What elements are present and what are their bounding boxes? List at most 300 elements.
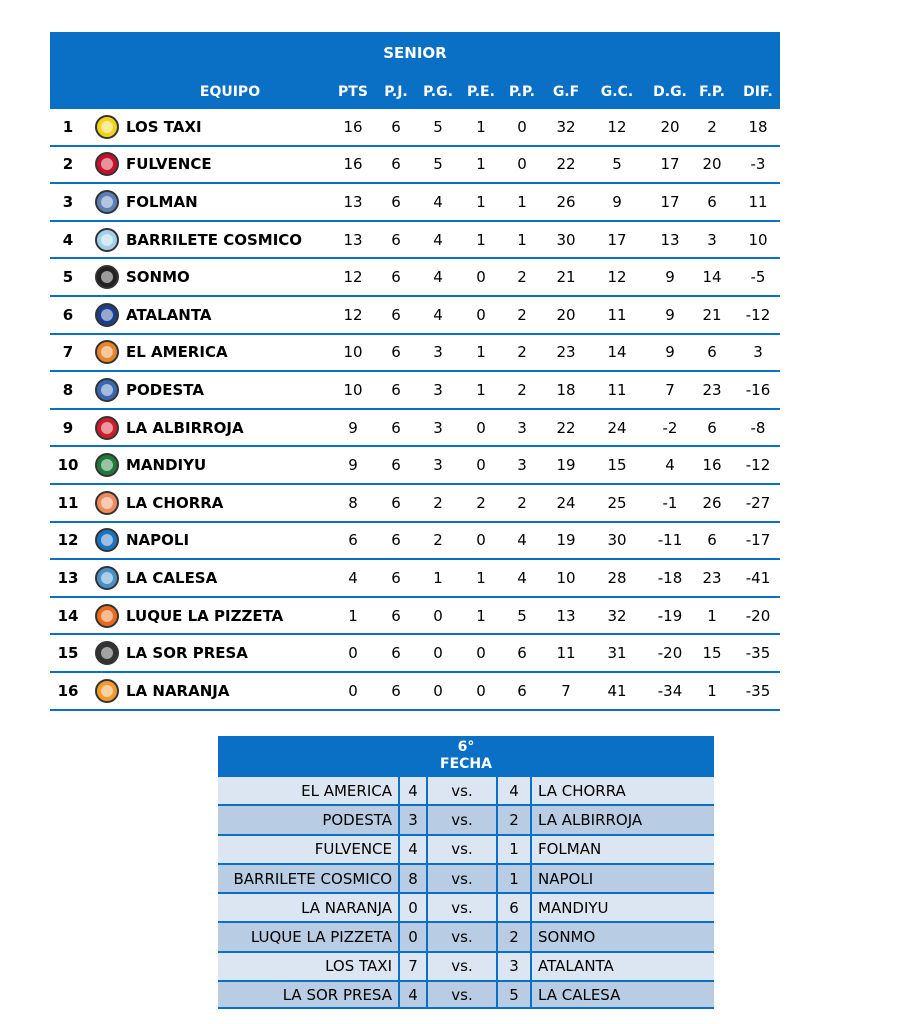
- team-logo-cell: [92, 447, 122, 483]
- cell-gf: 13: [556, 606, 576, 625]
- cell-pos: 16: [57, 681, 79, 700]
- fulvence-crest-icon: [95, 152, 119, 176]
- cell-gf: 22: [556, 418, 576, 437]
- cell-pg: 3: [433, 418, 443, 437]
- cell-team: LA CHORRA: [126, 493, 224, 512]
- cell-gc: 14: [607, 343, 627, 362]
- team-logo-cell: [92, 673, 122, 709]
- team-logo-cell: [92, 259, 122, 295]
- match-away: ATALANTA: [538, 957, 614, 976]
- match-home: LUQUE LA PIZZETA: [218, 923, 400, 950]
- match-vs: vs.: [428, 865, 498, 892]
- cell-pos: 1: [62, 117, 74, 136]
- cell-gc: 41: [607, 681, 627, 700]
- cell-pts: 13: [343, 192, 363, 211]
- cell-dif: -5: [750, 268, 766, 287]
- cell-gf: 24: [556, 493, 576, 512]
- napoli-crest-icon: [95, 528, 119, 552]
- match-row: [218, 834, 714, 863]
- match-away: LA CALESA: [538, 985, 621, 1004]
- cell-pj: 6: [391, 418, 401, 437]
- cell-pos: 15: [57, 644, 79, 663]
- cell-fp: 21: [702, 305, 722, 324]
- cell-pts: 12: [343, 305, 363, 324]
- cell-pg: 2: [433, 531, 443, 550]
- cell-pp: 2: [517, 268, 527, 287]
- match-home: BARRILETE COSMICO: [218, 865, 400, 892]
- cell-fp: 2: [707, 117, 717, 136]
- cell-pts: 1: [348, 606, 358, 625]
- cell-pp: 5: [517, 606, 527, 625]
- match-home: LA SOR PRESA: [218, 982, 400, 1007]
- cell-pg: 2: [433, 493, 443, 512]
- standings-row: [50, 297, 780, 335]
- cell-pp: 3: [517, 418, 527, 437]
- cell-pp: 3: [517, 456, 527, 475]
- cell-pe: 0: [476, 456, 486, 475]
- cell-pe: 1: [476, 380, 486, 399]
- cell-team: ATALANTA: [126, 305, 212, 324]
- cell-fp: 23: [702, 568, 722, 587]
- match-away: NAPOLI: [538, 869, 594, 888]
- cell-pp: 1: [517, 230, 527, 249]
- cell-dg: 20: [660, 117, 680, 136]
- cell-pg: 3: [433, 456, 443, 475]
- cell-pj: 6: [391, 230, 401, 249]
- match-away: SONMO: [538, 928, 596, 947]
- header-pj: P.J.: [384, 84, 408, 100]
- match-home-score: 4: [400, 836, 428, 863]
- cell-dg: 9: [665, 305, 675, 324]
- cell-dg: -11: [657, 531, 683, 550]
- cell-pj: 6: [391, 155, 401, 174]
- standings-row: [50, 410, 780, 448]
- header-pg: P.G.: [423, 84, 453, 100]
- team-logo-cell: [92, 222, 122, 258]
- match-away: LA CHORRA: [538, 781, 626, 800]
- cell-team: FOLMAN: [126, 192, 198, 211]
- match-away: FOLMAN: [538, 840, 602, 859]
- cell-gc: 32: [607, 606, 627, 625]
- cell-dg: 7: [665, 380, 675, 399]
- match-away-score: 5: [498, 982, 532, 1007]
- cell-team: BARRILETE COSMICO: [126, 230, 303, 249]
- cell-dif: -17: [745, 531, 771, 550]
- cell-gc: 28: [607, 568, 627, 587]
- cell-pts: 8: [348, 493, 358, 512]
- cell-dif: -27: [745, 493, 771, 512]
- cell-dg: 9: [665, 268, 675, 287]
- mandiyu-crest-icon: [95, 453, 119, 477]
- match-away-score: 1: [498, 836, 532, 863]
- cell-pg: 0: [433, 606, 443, 625]
- match-home-score: 4: [400, 982, 428, 1007]
- cell-fp: 6: [707, 343, 717, 362]
- cell-pp: 0: [517, 155, 527, 174]
- match-home: FULVENCE: [218, 836, 400, 863]
- team-logo-cell: [92, 523, 122, 559]
- cell-gf: 10: [556, 568, 576, 587]
- fixture-round: 6°: [457, 739, 475, 755]
- cell-dg: 13: [660, 230, 680, 249]
- fixture-table: [218, 736, 714, 1009]
- header-fp: F.P.: [699, 84, 725, 100]
- cell-pts: 0: [348, 644, 358, 663]
- cell-fp: 26: [702, 493, 722, 512]
- cell-pos: 8: [62, 380, 74, 399]
- cell-pj: 6: [391, 568, 401, 587]
- cell-team: LA CALESA: [126, 568, 218, 587]
- cell-dg: 9: [665, 343, 675, 362]
- cell-dif: 3: [753, 343, 763, 362]
- cell-fp: 1: [707, 681, 717, 700]
- podesta-crest-icon: [95, 378, 119, 402]
- cell-team: LA NARANJA: [126, 681, 230, 700]
- standings-row: [50, 523, 780, 561]
- cell-team: NAPOLI: [126, 531, 190, 550]
- cell-pts: 0: [348, 681, 358, 700]
- header-dg: D.G.: [653, 84, 687, 100]
- cell-team: LA ALBIRROJA: [126, 418, 244, 437]
- cell-dif: -20: [745, 606, 771, 625]
- cell-pp: 6: [517, 644, 527, 663]
- team-logo-cell: [92, 335, 122, 371]
- cell-pe: 2: [476, 493, 486, 512]
- cell-pts: 9: [348, 418, 358, 437]
- cell-pe: 0: [476, 531, 486, 550]
- cell-fp: 6: [707, 418, 717, 437]
- cell-gc: 30: [607, 531, 627, 550]
- cell-pj: 6: [391, 117, 401, 136]
- cell-pp: 2: [517, 305, 527, 324]
- folman-crest-icon: [95, 190, 119, 214]
- cell-pp: 2: [517, 343, 527, 362]
- match-away-score: 6: [498, 894, 532, 921]
- cell-dg: -20: [657, 644, 683, 663]
- luque-la-pizzeta-crest-icon: [95, 604, 119, 628]
- cell-pe: 0: [476, 418, 486, 437]
- cell-gc: 12: [607, 117, 627, 136]
- match-home: LOS TAXI: [218, 953, 400, 980]
- cell-team: FULVENCE: [126, 155, 212, 174]
- team-logo-cell: [92, 560, 122, 596]
- cell-pj: 6: [391, 343, 401, 362]
- cell-pos: 12: [57, 531, 79, 550]
- cell-gf: 7: [561, 681, 571, 700]
- team-logo-cell: [92, 598, 122, 634]
- cell-pj: 6: [391, 305, 401, 324]
- cell-pts: 12: [343, 268, 363, 287]
- la-chorra-crest-icon: [95, 491, 119, 515]
- la-calesa-crest-icon: [95, 566, 119, 590]
- cell-gc: 11: [607, 380, 627, 399]
- match-vs: vs.: [428, 806, 498, 833]
- header-pts: PTS: [338, 84, 368, 100]
- cell-dif: -16: [745, 380, 771, 399]
- cell-pj: 6: [391, 644, 401, 663]
- cell-pg: 5: [433, 155, 443, 174]
- match-home-score: 7: [400, 953, 428, 980]
- cell-gc: 5: [612, 155, 622, 174]
- match-home-score: 0: [400, 894, 428, 921]
- standings-row: [50, 560, 780, 598]
- cell-dif: -3: [750, 155, 766, 174]
- cell-pg: 3: [433, 380, 443, 399]
- header-team: EQUIPO: [199, 84, 261, 100]
- el-america-crest-icon: [95, 340, 119, 364]
- header-gc: G.C.: [600, 84, 634, 100]
- cell-gf: 19: [556, 531, 576, 550]
- match-row: [218, 775, 714, 804]
- la-sor-presa-crest-icon: [95, 641, 119, 665]
- standings-row: [50, 259, 780, 297]
- match-row: [218, 892, 714, 921]
- cell-gc: 25: [607, 493, 627, 512]
- cell-fp: 14: [702, 268, 722, 287]
- cell-fp: 3: [707, 230, 717, 249]
- standings-row: [50, 447, 780, 485]
- cell-gf: 11: [556, 644, 576, 663]
- cell-pp: 1: [517, 192, 527, 211]
- cell-pts: 6: [348, 531, 358, 550]
- cell-gf: 19: [556, 456, 576, 475]
- match-home-score: 8: [400, 865, 428, 892]
- cell-pj: 6: [391, 606, 401, 625]
- cell-gc: 15: [607, 456, 627, 475]
- cell-pg: 0: [433, 681, 443, 700]
- cell-pe: 1: [476, 606, 486, 625]
- header-dif: DIF.: [743, 84, 773, 100]
- cell-pos: 14: [57, 606, 79, 625]
- sonmo-crest-icon: [95, 265, 119, 289]
- fixture-body: [218, 775, 714, 1009]
- barrilete-cosmico-crest-icon: [95, 228, 119, 252]
- team-logo-cell: [92, 109, 122, 145]
- cell-pe: 1: [476, 192, 486, 211]
- cell-pj: 6: [391, 531, 401, 550]
- match-row: [218, 951, 714, 980]
- team-logo-cell: [92, 410, 122, 446]
- cell-dif: 10: [748, 230, 768, 249]
- cell-pe: 1: [476, 117, 486, 136]
- cell-dg: 4: [665, 456, 675, 475]
- match-row: [218, 980, 714, 1009]
- cell-pj: 6: [391, 456, 401, 475]
- cell-dg: -18: [657, 568, 683, 587]
- cell-pos: 9: [62, 418, 74, 437]
- cell-pp: 0: [517, 117, 527, 136]
- cell-dg: -19: [657, 606, 683, 625]
- los-taxi-crest-icon: [95, 115, 119, 139]
- match-vs: vs.: [428, 982, 498, 1007]
- cell-gf: 22: [556, 155, 576, 174]
- header-gf: G.F: [552, 84, 580, 100]
- standings-body: [50, 109, 780, 711]
- cell-pts: 9: [348, 456, 358, 475]
- cell-gc: 9: [612, 192, 622, 211]
- standings-row: [50, 222, 780, 260]
- cell-gc: 17: [607, 230, 627, 249]
- cell-pg: 4: [433, 268, 443, 287]
- team-logo-cell: [92, 147, 122, 183]
- cell-dif: 18: [748, 117, 768, 136]
- cell-pe: 0: [476, 305, 486, 324]
- cell-pos: 7: [62, 343, 74, 362]
- team-logo-cell: [92, 184, 122, 220]
- cell-pts: 10: [343, 343, 363, 362]
- category-title: SENIOR: [383, 44, 447, 62]
- header-pe: P.E.: [467, 84, 495, 100]
- match-away-score: 4: [498, 777, 532, 804]
- cell-gf: 30: [556, 230, 576, 249]
- match-vs: vs.: [428, 923, 498, 950]
- cell-gf: 26: [556, 192, 576, 211]
- cell-fp: 15: [702, 644, 722, 663]
- cell-pos: 11: [57, 493, 79, 512]
- cell-gc: 31: [607, 644, 627, 663]
- standings-row: [50, 147, 780, 185]
- cell-pos: 2: [62, 155, 74, 174]
- cell-team: MANDIYU: [126, 456, 207, 475]
- cell-pts: 10: [343, 380, 363, 399]
- cell-fp: 6: [707, 531, 717, 550]
- la-naranja-crest-icon: [95, 679, 119, 703]
- match-home: PODESTA: [218, 806, 400, 833]
- cell-team: PODESTA: [126, 380, 204, 399]
- cell-pts: 16: [343, 155, 363, 174]
- cell-pj: 6: [391, 493, 401, 512]
- standings-row: [50, 673, 780, 711]
- cell-pg: 3: [433, 343, 443, 362]
- cell-pp: 2: [517, 493, 527, 512]
- standings-row: [50, 335, 780, 373]
- cell-pg: 4: [433, 192, 443, 211]
- cell-team: LUQUE LA PIZZETA: [126, 606, 284, 625]
- cell-pe: 0: [476, 681, 486, 700]
- cell-dg: -1: [662, 493, 678, 512]
- cell-team: EL AMERICA: [126, 343, 228, 362]
- match-row: [218, 863, 714, 892]
- cell-pp: 6: [517, 681, 527, 700]
- cell-pp: 4: [517, 531, 527, 550]
- cell-dg: 17: [660, 155, 680, 174]
- cell-pp: 4: [517, 568, 527, 587]
- match-home-score: 4: [400, 777, 428, 804]
- cell-dif: -8: [750, 418, 766, 437]
- match-home: LA NARANJA: [218, 894, 400, 921]
- cell-gf: 18: [556, 380, 576, 399]
- cell-fp: 16: [702, 456, 722, 475]
- standings-row: [50, 372, 780, 410]
- header-pp: P.P.: [508, 84, 536, 100]
- cell-pos: 6: [62, 305, 74, 324]
- match-vs: vs.: [428, 777, 498, 804]
- cell-dif: -41: [745, 568, 771, 587]
- cell-pg: 0: [433, 644, 443, 663]
- cell-fp: 20: [702, 155, 722, 174]
- cell-gc: 12: [607, 268, 627, 287]
- cell-pe: 1: [476, 230, 486, 249]
- cell-gf: 23: [556, 343, 576, 362]
- team-logo-cell: [92, 485, 122, 521]
- cell-pos: 5: [62, 268, 74, 287]
- standings-row: [50, 485, 780, 523]
- cell-team: SONMO: [126, 268, 190, 287]
- cell-dif: -12: [745, 305, 771, 324]
- cell-pos: 10: [57, 456, 79, 475]
- match-row: [218, 804, 714, 833]
- cell-dg: 17: [660, 192, 680, 211]
- match-vs: vs.: [428, 894, 498, 921]
- cell-gc: 11: [607, 305, 627, 324]
- cell-pe: 0: [476, 268, 486, 287]
- cell-dif: 11: [748, 192, 768, 211]
- match-vs: vs.: [428, 953, 498, 980]
- match-away-score: 2: [498, 923, 532, 950]
- match-away: MANDIYU: [538, 898, 609, 917]
- cell-dg: -34: [657, 681, 683, 700]
- cell-pos: 4: [62, 230, 74, 249]
- cell-pe: 0: [476, 644, 486, 663]
- cell-pp: 2: [517, 380, 527, 399]
- standings-row: [50, 635, 780, 673]
- standings-table: [50, 32, 780, 711]
- team-logo-cell: [92, 635, 122, 671]
- match-away-score: 3: [498, 953, 532, 980]
- match-away: LA ALBIRROJA: [538, 810, 643, 829]
- cell-gf: 32: [556, 117, 576, 136]
- cell-pos: 13: [57, 568, 79, 587]
- standings-row: [50, 109, 780, 147]
- cell-pos: 3: [62, 192, 74, 211]
- cell-dif: -12: [745, 456, 771, 475]
- match-home: EL AMERICA: [218, 777, 400, 804]
- cell-fp: 23: [702, 380, 722, 399]
- standings-row: [50, 598, 780, 636]
- cell-pg: 5: [433, 117, 443, 136]
- cell-gc: 24: [607, 418, 627, 437]
- cell-pts: 16: [343, 117, 363, 136]
- cell-pg: 4: [433, 305, 443, 324]
- cell-pj: 6: [391, 380, 401, 399]
- match-row: [218, 921, 714, 950]
- standings-header: [50, 32, 780, 109]
- cell-gf: 20: [556, 305, 576, 324]
- cell-pe: 1: [476, 343, 486, 362]
- cell-pe: 1: [476, 568, 486, 587]
- cell-gf: 21: [556, 268, 576, 287]
- column-headers: [50, 81, 780, 103]
- cell-fp: 6: [707, 192, 717, 211]
- match-home-score: 0: [400, 923, 428, 950]
- cell-dif: -35: [745, 681, 771, 700]
- fixture-label: FECHA: [440, 756, 492, 772]
- cell-team: LOS TAXI: [126, 117, 202, 136]
- cell-pj: 6: [391, 681, 401, 700]
- fixture-header: [218, 736, 714, 775]
- cell-pe: 1: [476, 155, 486, 174]
- atalanta-crest-icon: [95, 303, 119, 327]
- cell-team: LA SOR PRESA: [126, 644, 248, 663]
- team-logo-cell: [92, 297, 122, 333]
- match-vs: vs.: [428, 836, 498, 863]
- cell-pts: 13: [343, 230, 363, 249]
- cell-pg: 1: [433, 568, 443, 587]
- cell-pj: 6: [391, 192, 401, 211]
- standings-row: [50, 184, 780, 222]
- cell-pj: 6: [391, 268, 401, 287]
- cell-pg: 4: [433, 230, 443, 249]
